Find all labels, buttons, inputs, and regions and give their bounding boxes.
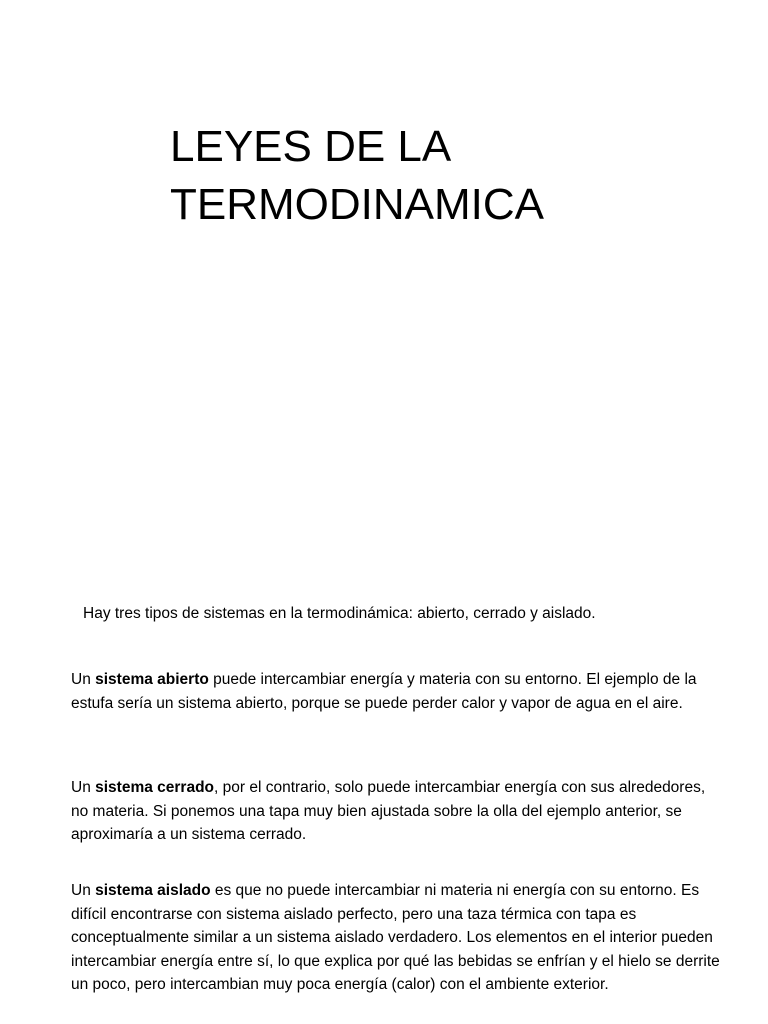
page-title (170, 118, 544, 234)
title-line-1: LEYES DE LA (170, 122, 452, 171)
paragraph-body: , por el contrario, solo puede intercambiar energía con sus alrededores, no materia. Si ponemos una tapa muy bien ajustada sobre la olla del ejemplo anterior, se aproximaría a un sistema cerrado. (71, 779, 706, 843)
paragraph-open-system (71, 668, 721, 715)
term-open-system: sistema abierto (95, 671, 209, 688)
term-isolated-system: sistema aislado (95, 882, 211, 899)
paragraph-lead: Un (71, 779, 96, 796)
paragraph-lead: Un (71, 882, 96, 899)
intro-text: Hay tres tipos de sistemas en la termodinámica: abierto, cerrado y aislado. (83, 605, 596, 622)
paragraph-lead: Un (71, 671, 96, 688)
paragraph-body: es que no puede intercambiar ni materia ni energía con su entorno. Es difícil encontrarse con sistema aislado perfecto, pero una taza térmica con tapa es conceptualmente similar a un sistema aislado verdadero. Los elementos en el interior pueden intercambiar energía entre sí, lo que explica por qué las bebidas se enfrían y el hielo se derrite un poco, pero intercambian muy poca energía (calor) con el ambiente exterior. (71, 882, 720, 993)
term-closed-system: sistema cerrado (95, 779, 215, 796)
paragraph-body: puede intercambiar energía y materia con su entorno. El ejemplo de la estufa sería un sistema abierto, porque se puede perder calor y vapor de agua en el aire. (71, 671, 697, 712)
title-line-2: TERMODINAMICA (170, 180, 544, 229)
paragraph-isolated-system (71, 879, 721, 997)
paragraph-closed-system (71, 776, 721, 847)
